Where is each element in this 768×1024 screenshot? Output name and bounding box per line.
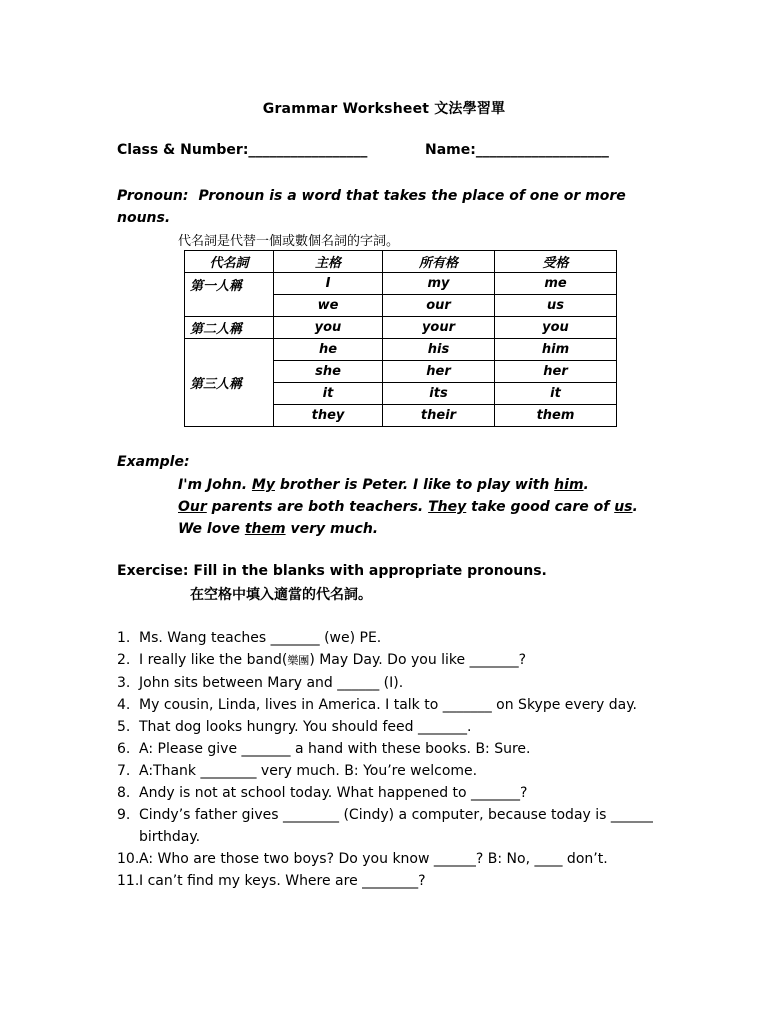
table-cell: her (383, 361, 495, 383)
class-name-line (117, 142, 677, 158)
list-item (117, 760, 657, 782)
exercise-list (117, 627, 657, 892)
question-text-chinese: 樂團 (287, 654, 310, 667)
question-number: 2. (117, 652, 131, 668)
question-text: I can’t find my keys. Where are ________? (139, 873, 426, 889)
table-cell: we (274, 295, 383, 317)
list-item (117, 782, 657, 804)
question-text: Cindy’s father gives ________ (Cindy) a computer, because today is ______ birthday. (139, 807, 653, 845)
list-item (117, 738, 657, 760)
list-item (117, 804, 657, 848)
table-cell: his (383, 339, 495, 361)
example-pronoun: Our (178, 499, 207, 515)
question-text: Ms. Wang teaches _______ (we) PE. (139, 630, 382, 646)
table-row (185, 339, 617, 361)
question-number: 8. (117, 785, 131, 801)
name-field: Name:___________________ (425, 142, 609, 158)
table-header-row (185, 251, 617, 273)
pronoun-definition-text: Pronoun is a word that takes the place of one or more nouns. (117, 188, 626, 226)
table-header-cell: 代名詞 (185, 251, 274, 273)
example-text: . (583, 477, 589, 493)
list-item (117, 870, 657, 892)
question-text: Andy is not at school today. What happened to _______? (139, 785, 528, 801)
table-cell: you (274, 317, 383, 339)
second-person-label: 第二人稱 (185, 317, 274, 339)
question-number: 3. (117, 675, 131, 691)
question-number: 11. (117, 873, 140, 889)
table-cell: your (383, 317, 495, 339)
list-item (117, 716, 657, 738)
example-label: Example: (117, 454, 190, 470)
question-text: That dog looks hungry. You should feed _______. (139, 719, 472, 735)
question-text: A: Please give _______ a hand with these books. B: Sure. (139, 741, 531, 757)
example-text: We love (178, 521, 245, 537)
table-cell: our (383, 295, 495, 317)
question-number: 5. (117, 719, 131, 735)
page-title: Grammar Worksheet 文法學習單 (262, 101, 506, 117)
table-cell: me (495, 273, 617, 295)
example-pronoun: him (554, 477, 584, 493)
example-pronoun: My (251, 477, 275, 493)
table-row (185, 273, 617, 295)
list-item (117, 694, 657, 716)
table-cell: its (383, 383, 495, 405)
example-line (178, 518, 678, 540)
example-text: I'm John. (178, 477, 252, 493)
question-text: John sits between Mary and ______ (I). (139, 675, 404, 691)
third-person-label: 第三人稱 (185, 339, 274, 427)
first-person-label: 第一人稱 (185, 273, 274, 317)
example-text: . (632, 499, 638, 515)
table-cell: they (274, 405, 383, 427)
table-row (185, 317, 617, 339)
example-text: very much. (285, 521, 379, 537)
table-cell: them (495, 405, 617, 427)
pronoun-definition (117, 185, 637, 229)
question-text: A: Who are those two boys? Do you know ______? B: No, ____ don’t. (139, 851, 608, 867)
question-text: I really like the band( (139, 652, 288, 668)
list-item (117, 672, 657, 694)
table-cell: you (495, 317, 617, 339)
question-text: My cousin, Linda, lives in America. I talk to _______ on Skype every day. (139, 697, 637, 713)
table-header-cell: 所有格 (383, 251, 495, 273)
table-cell: it (274, 383, 383, 405)
table-cell: I (274, 273, 383, 295)
exercise-instruction: Exercise: Fill in the blanks with appropriate pronouns. (117, 563, 547, 579)
question-number: 6. (117, 741, 131, 757)
table-cell: her (495, 361, 617, 383)
class-number-field: Class & Number:_________________ (117, 142, 368, 158)
example-pronoun: us (614, 499, 633, 515)
table-cell: my (383, 273, 495, 295)
table-cell: it (495, 383, 617, 405)
example-pronoun: them (244, 521, 286, 537)
table-header-cell: 受格 (495, 251, 617, 273)
exercise-instruction-chinese: 在空格中填入適當的代名詞。 (190, 587, 372, 603)
table-cell: us (495, 295, 617, 317)
table-cell: their (383, 405, 495, 427)
question-number: 1. (117, 630, 131, 646)
question-text: A:Thank ________ very much. B: You’re welcome. (139, 763, 478, 779)
table-header-cell: 主格 (274, 251, 383, 273)
table-cell: he (274, 339, 383, 361)
pronoun-label: Pronoun: (117, 188, 189, 204)
question-text: ) May Day. Do you like _______? (309, 652, 527, 668)
example-pronoun: They (428, 499, 467, 515)
example-text: take good care of (466, 499, 615, 515)
example-line (178, 496, 678, 518)
pronoun-table (184, 250, 617, 427)
list-item (117, 848, 657, 870)
question-number: 7. (117, 763, 131, 779)
example-text: brother is Peter. I like to play with (274, 477, 555, 493)
table-cell: she (274, 361, 383, 383)
list-item (117, 649, 657, 672)
question-number: 9. (117, 807, 131, 823)
example-line (178, 474, 678, 496)
example-sentences (178, 474, 678, 540)
list-item (117, 627, 657, 649)
example-text: parents are both teachers. (206, 499, 429, 515)
question-number: 10. (117, 851, 140, 867)
pronoun-definition-chinese: 代名詞是代替一個或數個名詞的字詞。 (178, 234, 400, 249)
table-cell: him (495, 339, 617, 361)
question-number: 4. (117, 697, 131, 713)
